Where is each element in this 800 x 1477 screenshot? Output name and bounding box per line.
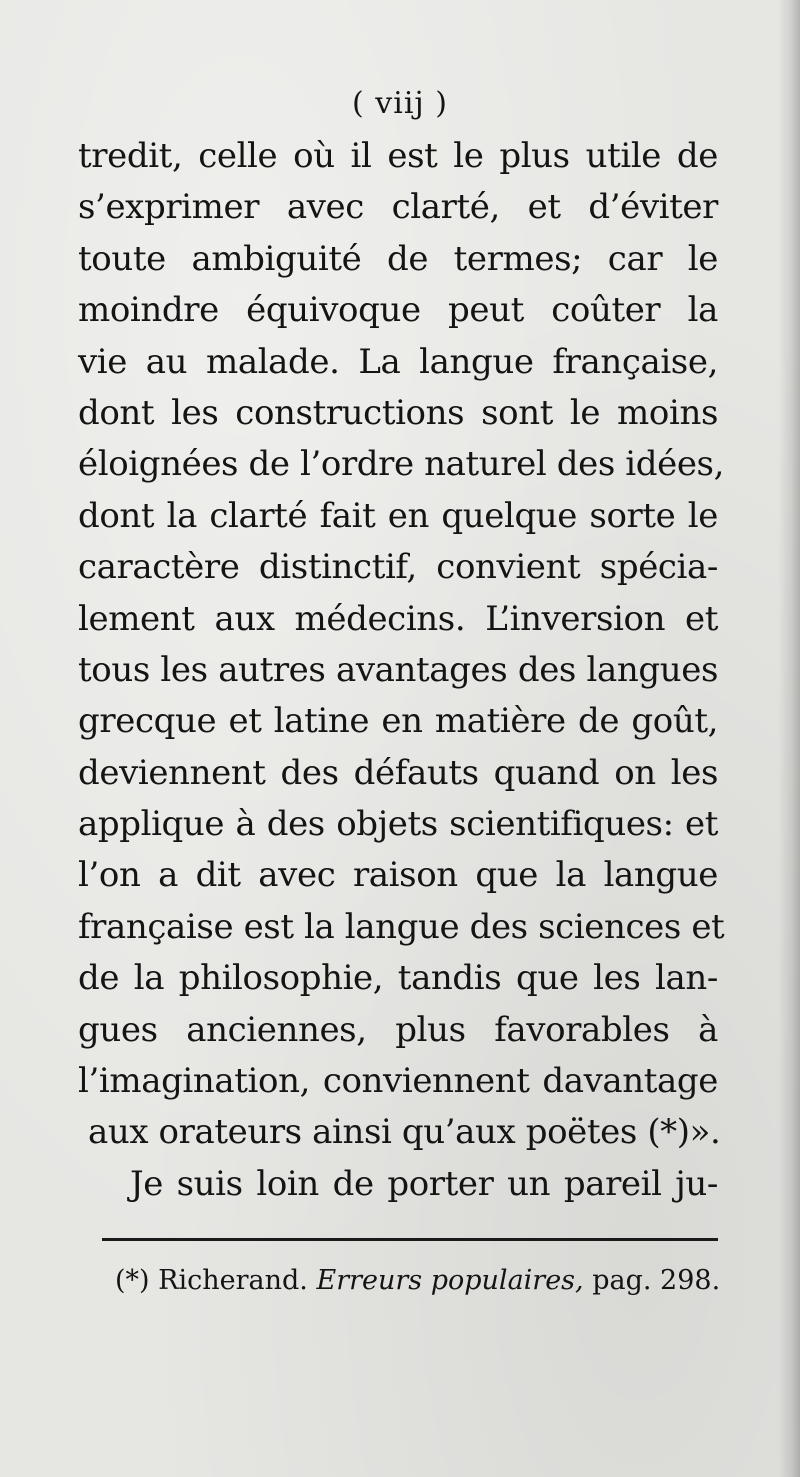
text-line: éloignées de l’ordre naturel des idées,	[78, 444, 725, 485]
paragraph-end-line: aux orateurs ainsi qu’aux poëtes (*)».	[88, 1112, 721, 1153]
footnote-rule	[102, 1238, 718, 1241]
text-line: de la philosophie, tandis que les lan-	[78, 958, 718, 999]
text-line: deviennent des défauts quand on les	[78, 752, 718, 793]
text-line: applique à des objets scientifiques: et	[78, 804, 718, 845]
footnote-marker: (*)	[115, 1265, 150, 1296]
text-line: lement aux médecins. L’inversion et	[78, 598, 718, 639]
text-line: l’imagination, conviennent davantage	[78, 1061, 718, 1102]
text-line: moindre équivoque peut coûter la	[78, 290, 718, 331]
body-text	[78, 131, 725, 1210]
text-line: vie au malade. La langue française,	[78, 341, 718, 382]
text-line: caractère distinctif, convient spécia-	[78, 547, 718, 588]
footnote-title: Erreurs populaires,	[316, 1265, 584, 1296]
text-line: tous les autres avantages des langues	[78, 649, 718, 690]
text-line: grecque et latine en matière de goût,	[78, 701, 718, 742]
text-line: l’on a dit avec raison que la langue	[78, 855, 718, 896]
text-line: tredit, celle où il est le plus utile de	[78, 136, 718, 176]
text-line: dont la clarté fait en quelque sorte le	[78, 495, 718, 536]
text-line: dont les constructions sont le moins	[78, 392, 718, 433]
text-line: française est la langue des sciences et	[78, 906, 725, 947]
footnote	[115, 1262, 721, 1300]
text-line: s’exprimer avec clarté, et d’éviter	[78, 187, 718, 228]
text-line: gues anciennes, plus favorables à	[78, 1009, 718, 1050]
footnote-author: Richerand.	[158, 1265, 308, 1296]
footnote-page: pag. 298.	[592, 1265, 721, 1296]
paragraph-start-line: Je suis loin de porter un pareil ju-	[130, 1163, 718, 1204]
page-number: ( viij )	[352, 86, 448, 121]
page-edge-shadow	[778, 0, 800, 1477]
text-line: toute ambiguité de termes; car le	[78, 238, 718, 279]
